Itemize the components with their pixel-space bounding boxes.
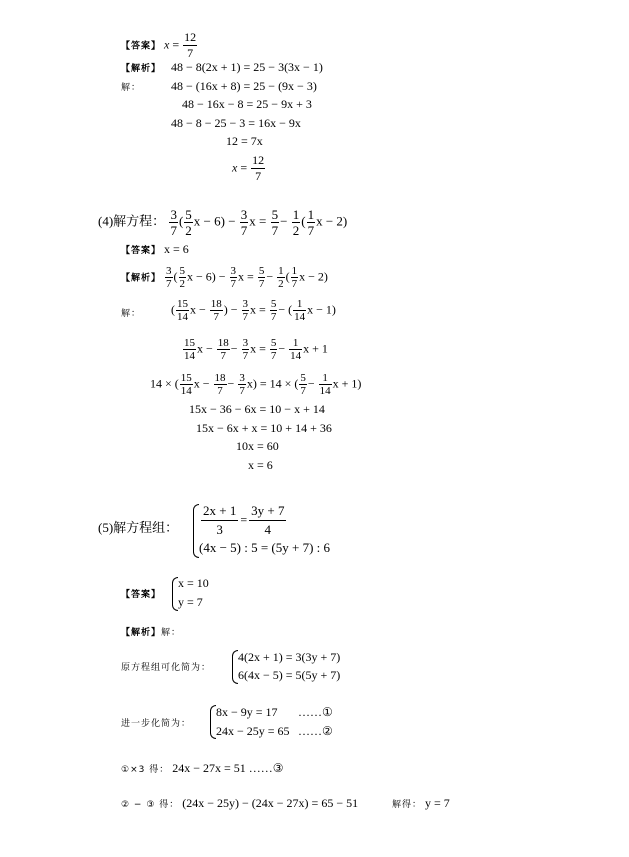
expr-text: − — [307, 376, 315, 391]
jie-label-4 — [121, 305, 141, 321]
step-line: ( $\frac{15}{14}$ x − $\frac{18}{7}$ ) − $\frac{3}{7}$ x = $\frac{5}{7}$ − ( $\frac{1}{14}$ x − 1) — [171, 298, 336, 323]
jie-label-3 — [121, 79, 141, 95]
denominator: 7 — [270, 350, 277, 362]
step-expr: 24x − 27x = 51 — [172, 761, 246, 775]
expr-text: x − 2) — [316, 213, 348, 229]
expr-text: x − — [190, 302, 206, 317]
numerator: 18 — [214, 372, 226, 384]
denominator: 7 — [217, 385, 223, 397]
question-number: (4) — [98, 213, 114, 229]
denominator: 7 — [242, 350, 249, 362]
fraction — [176, 298, 189, 323]
answer-label: 【答案】 — [121, 590, 162, 600]
numerator: 2x + 1 — [201, 502, 238, 521]
system-eq2: (4x − 5) : 5 = (5y + 7) : 6 — [199, 540, 331, 555]
answer-line-3 — [121, 30, 198, 61]
denominator: 7 — [271, 223, 279, 238]
further-label — [121, 715, 191, 731]
analysis-line-4: 【解析】 $\frac{3}{7}$ ( $\frac{5}{2}$ x − 6) − $\frac{3}{7}$ x = $\frac{5}{7}$ − $\frac{1}{2}$ ( $\frac{1}{7}$ x − 2) — [121, 265, 328, 290]
fraction — [270, 337, 278, 362]
solve-value: y = 7 — [425, 796, 450, 810]
mark-1: ……① — [298, 705, 333, 719]
answer-value: x = 6 — [164, 242, 189, 256]
denominator: 7 — [300, 385, 306, 397]
jie-label: 解： — [121, 83, 142, 93]
fraction — [271, 207, 280, 238]
numerator: 15 — [177, 298, 188, 310]
label-text: 原方程组可化简为： — [121, 663, 212, 673]
expr-text: − ( — [278, 302, 293, 317]
denominator: 7 — [239, 385, 245, 397]
fraction — [270, 298, 278, 323]
numerator: 5 — [270, 337, 277, 349]
denominator: 2 — [292, 223, 300, 238]
label-text: ①×3 得： — [121, 765, 170, 775]
fraction — [184, 207, 193, 238]
numerator: 12 — [184, 30, 197, 44]
step-line: x = 6 — [248, 458, 273, 472]
fraction — [238, 372, 246, 397]
fraction — [217, 337, 230, 362]
denominator: 14 — [184, 350, 195, 362]
system-eq1 — [199, 502, 288, 539]
fraction — [307, 207, 316, 238]
fraction — [201, 502, 238, 539]
numerator: 3y + 7 — [249, 502, 286, 521]
label-text: 进一步化简为： — [121, 719, 192, 729]
answer-var: x — [164, 37, 170, 52]
step-line — [150, 372, 361, 397]
numerator: 3 — [239, 372, 245, 384]
expr-text: x − 1) — [307, 302, 336, 317]
step-line: 10x = 60 — [236, 439, 279, 453]
answer-label: 【答案】 — [121, 246, 162, 256]
equals-sign: = — [240, 160, 248, 175]
fraction — [242, 337, 250, 362]
further-eq1: 8x − 9y = 17 — [216, 705, 278, 719]
step-line: 48 − 8 − 25 − 3 = 16x − 9x — [171, 116, 301, 130]
numerator: 18 — [217, 337, 229, 349]
numerator: 1 — [293, 298, 306, 311]
answer-fraction — [183, 30, 197, 61]
numerator: 3 — [170, 207, 177, 222]
step-line: 48 − 8(2x + 1) = 25 − 3(3x − 1) — [171, 60, 323, 74]
expr-text: x − — [197, 341, 213, 356]
analysis-line-3 — [121, 60, 161, 76]
numerator: 12 — [252, 153, 265, 167]
question-label: 解方程： — [113, 214, 166, 230]
fraction — [242, 298, 250, 323]
numerator: 3 — [240, 207, 248, 222]
step-line: 15x − 36 − 6x = 10 − x + 14 — [189, 402, 325, 416]
fraction — [183, 337, 196, 362]
answer-line-5 — [121, 586, 161, 602]
denominator: 7 — [240, 223, 248, 238]
fraction: $\frac{1}{7}$ — [291, 265, 298, 290]
step-line: 12 = 7x — [226, 134, 263, 148]
expr-text: − — [227, 376, 235, 391]
fraction — [293, 298, 306, 323]
denominator: 7 — [270, 311, 277, 323]
numerator: 3 — [242, 337, 249, 349]
question-5 — [98, 521, 178, 536]
expr-text: ) − — [223, 302, 238, 317]
fraction — [292, 207, 301, 238]
mark-2: ……② — [298, 724, 333, 738]
denominator: 7 — [307, 223, 315, 238]
denominator: 14 — [180, 385, 192, 397]
step3-line — [121, 761, 284, 777]
analysis-label: 【解析】 — [121, 628, 162, 638]
denominator: 7 — [213, 311, 220, 323]
label-text: 解得： — [392, 800, 423, 810]
denominator: 7 — [242, 311, 249, 323]
step-line: 15x − 6x + x = 10 + 14 + 36 — [196, 421, 332, 435]
final-line-3 — [232, 153, 266, 184]
answer-y: y = 7 — [178, 595, 203, 609]
answer-x: x = 10 — [178, 576, 209, 590]
jie-label: 解： — [161, 628, 182, 638]
denominator: 7 — [220, 350, 227, 362]
numerator: 15 — [180, 372, 192, 384]
numerator: 5 — [271, 207, 279, 222]
expr-text: − — [230, 341, 238, 356]
equals-sign: = — [172, 37, 180, 52]
expr-text: 14 × ( — [150, 376, 179, 391]
denominator: 14 — [294, 311, 306, 323]
denominator: 7 — [187, 46, 194, 60]
fraction — [169, 207, 178, 238]
step-line — [182, 337, 328, 362]
analysis-label: 【解析】 — [121, 273, 162, 284]
fraction: $\frac{5}{7}$ — [258, 265, 265, 290]
denominator: 14 — [177, 311, 188, 323]
fraction: $\frac{3}{7}$ — [230, 265, 237, 290]
analysis-line-5 — [121, 624, 181, 640]
denominator: 3 — [216, 522, 223, 537]
denominator: 14 — [290, 350, 302, 362]
expr-text: − — [278, 341, 286, 356]
numerator: 3 — [242, 298, 249, 310]
numerator: 1 — [289, 337, 302, 350]
answer-label: 【答案】 — [121, 41, 162, 52]
numerator: 18 — [210, 298, 222, 310]
analysis-label: 【解析】 — [121, 64, 162, 74]
expr-text: x + 1) — [332, 376, 362, 391]
fraction — [180, 372, 193, 397]
fraction: $\frac{3}{7}$ — [166, 265, 172, 290]
denominator: 4 — [264, 522, 272, 537]
fraction — [289, 337, 302, 362]
expr-text: x = — [250, 302, 266, 317]
numerator: 1 — [319, 372, 332, 385]
numerator: 5 — [300, 372, 306, 384]
question-label: 解方程组： — [113, 521, 179, 536]
numerator: 1 — [292, 207, 300, 222]
numerator: 5 — [185, 207, 192, 222]
expr-text: x = — [250, 341, 266, 356]
expr-text: x + 1 — [303, 341, 328, 356]
fraction: $\frac{5}{2}$ — [179, 265, 186, 290]
solve-line — [392, 796, 450, 812]
simplified-eq2: 6(4x − 5) = 5(5y + 7) — [238, 668, 341, 682]
denominator: 14 — [319, 385, 331, 397]
step4-line — [121, 796, 358, 812]
step-line: 48 − 16x − 8 = 25 − 9x + 3 — [182, 97, 312, 111]
label-text: ② − ③ 得： — [121, 800, 180, 810]
further-eq2: 24x − 25y = 65 — [216, 724, 290, 738]
jie-label: 解： — [121, 309, 142, 319]
final-fraction — [251, 153, 265, 184]
denominator: 7 — [255, 169, 262, 183]
question-4: (4)解方程： $\frac{3}{7}$ ( $\frac{5}{2}$ x − 6) − $\frac{3}{7}$ x = $\frac{5}{7}$ − $\frac{1}{2}$ ( $\frac{1}{7}$ x − 2) — [98, 207, 348, 238]
mark-3: ……③ — [248, 761, 284, 775]
step-expr: (24x − 25y) − (24x − 27x) = 65 − 51 — [182, 796, 359, 810]
fraction — [240, 207, 249, 238]
denominator: 2 — [185, 223, 192, 238]
fraction — [299, 372, 307, 397]
simplify-label — [121, 659, 211, 675]
expr-text: x) = 14 × ( — [246, 376, 299, 391]
fraction — [249, 502, 286, 539]
fraction — [210, 298, 223, 323]
answer-line-4 — [121, 242, 189, 258]
question-number: (5) — [98, 520, 114, 535]
denominator: 7 — [170, 223, 177, 238]
fraction — [319, 372, 332, 397]
numerator: 1 — [307, 207, 315, 222]
final-var: x — [232, 160, 238, 175]
step-line: 48 − (16x + 8) = 25 − (9x − 3) — [171, 79, 317, 93]
simplified-eq1: 4(2x + 1) = 3(3y + 7) — [238, 650, 341, 664]
equals-sign: = — [240, 512, 248, 527]
numerator: 5 — [270, 298, 277, 310]
expr-text: x = — [249, 213, 267, 229]
expr-text: x − 6) − — [193, 213, 236, 229]
fraction: $\frac{1}{2}$ — [278, 265, 284, 290]
expr-text: − — [280, 213, 288, 229]
numerator: 15 — [184, 337, 195, 349]
expr-text: x − — [193, 376, 210, 391]
fraction — [214, 372, 227, 397]
